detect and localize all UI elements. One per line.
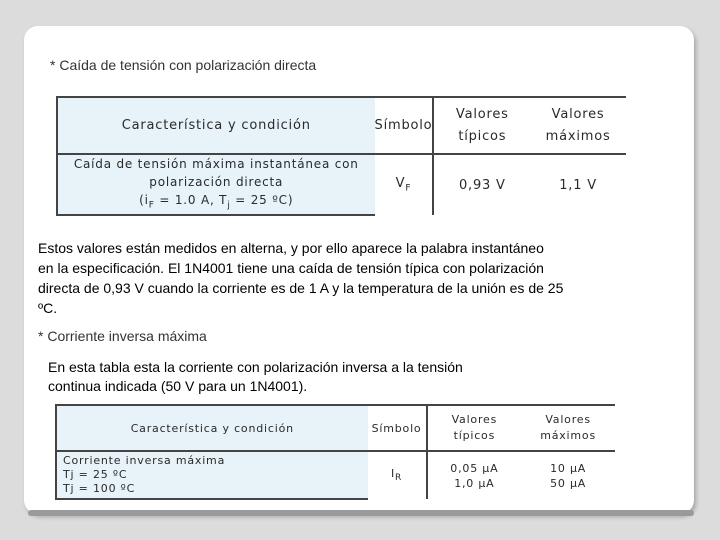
table2-header-typical-line2: típicos — [453, 429, 496, 442]
table2-max-cell — [521, 451, 615, 499]
table1-data-row — [57, 154, 626, 215]
table2-typical-cell — [427, 451, 522, 499]
table1-header-condition — [57, 97, 375, 154]
table1-header-typical-line2: típicos — [458, 128, 507, 144]
table1-header-row — [57, 97, 626, 154]
paragraph-line1: Estos valores están medidos en alterna, y por ello aparece la palabra instantáneo — [38, 240, 544, 256]
table1-max-value: 1,1 V — [559, 177, 597, 193]
explanation-paragraph — [38, 238, 563, 318]
table2-symbol: I — [390, 467, 396, 481]
table2-condition-line3: Tj = 100 ºC — [63, 482, 136, 495]
table2-header-typical — [427, 405, 522, 451]
table1-condition-line3: ($i_F = 1.0$ A, $T_j = 25$ ºC) — [139, 193, 294, 211]
table2-typical-line2: 1,0 μA — [454, 476, 495, 490]
table1-condition-cell — [57, 154, 375, 215]
table2-max-line2: 50 μA — [550, 476, 587, 490]
table1-header-typical — [433, 97, 530, 154]
table1-typical-value: 0,93 V — [458, 177, 506, 193]
section2-heading: * Corriente inversa máxima — [38, 328, 207, 344]
table2-condition-line2: Tj = 25 ºC — [63, 468, 128, 481]
table2-header-symbol — [368, 405, 427, 451]
forward-voltage-table — [56, 96, 626, 216]
table1-header-typical-line1: Valores — [455, 106, 509, 122]
table1-header-max — [530, 97, 626, 154]
table2-symbol-cell — [368, 451, 427, 499]
section1-heading: * Caída de tensión con polarización directa — [50, 57, 317, 73]
table2-max-line1: 10 μA — [550, 461, 587, 475]
paragraph-line2: en la especificación. El 1N4001 tiene una caída de tensión típica con polarización — [38, 260, 544, 276]
table1-condition-line1: Caída de tensión máxima instantánea con — [73, 157, 359, 171]
table1-symbol-cell — [375, 154, 434, 215]
table2-condition-line1: Corriente inversa máxima — [63, 454, 226, 467]
table2-symbol-sub: R — [395, 473, 403, 484]
paragraph-line3: directa de 0,93 V cuando la corriente es de 1 A y la temperatura de la unión es de 25 — [38, 280, 564, 296]
table2-header-typical-line1: Valores — [451, 413, 498, 426]
table1-header-max-line1: Valores — [551, 106, 605, 122]
section2-intro-line1: En esta tabla esta la corriente con polarización inversa a la tensión — [48, 359, 463, 375]
table2-typical-line1: 0,05 μA — [450, 461, 499, 475]
paragraph-line4: ºC. — [38, 300, 58, 316]
table1-symbol: V — [395, 176, 406, 192]
table2-header-condition-label: Característica y condición — [130, 421, 294, 435]
table2-header-row — [56, 405, 615, 451]
section2-intro-line2: continua indicada (50 V para un 1N4001). — [48, 378, 308, 394]
table1-max-cell — [530, 154, 626, 215]
reverse-current-table — [55, 404, 615, 500]
table2-condition-cell — [56, 451, 368, 499]
table2-data-row — [56, 451, 615, 499]
table1-typical-cell — [433, 154, 530, 215]
table1-header-symbol-label: Símbolo — [374, 118, 433, 133]
table1-header-max-line2: máximos — [545, 128, 611, 144]
table1-condition-line2: polarización directa — [149, 175, 284, 189]
table2-header-symbol-label: Símbolo — [371, 421, 422, 435]
table2-header-max-line1: Valores — [545, 413, 591, 426]
table2-header-max-line2: máximos — [540, 429, 596, 442]
table1-header-symbol — [375, 97, 434, 154]
table1-symbol-sub: F — [405, 183, 412, 194]
table2-header-max — [521, 405, 615, 451]
slide-bottom-bar — [28, 510, 694, 516]
table2-header-condition — [56, 405, 368, 451]
section2-intro — [48, 358, 463, 396]
table1-header-condition-label: Característica y condición — [121, 118, 311, 133]
